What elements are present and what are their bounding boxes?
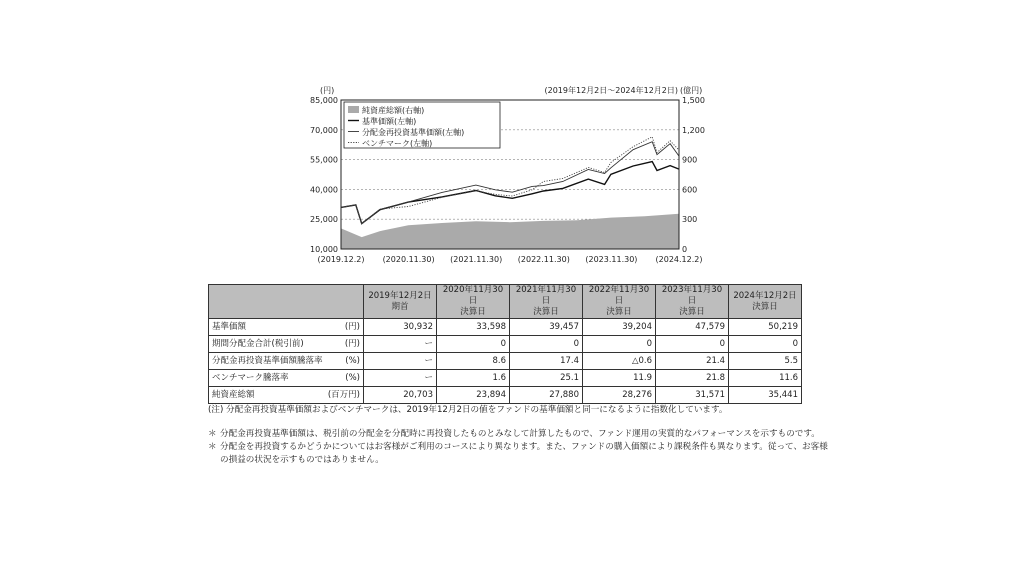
table-cell: 21.8 [656, 370, 729, 387]
index-note: (注) 分配金再投資基準価額およびベンチマークは、2019年12月2日の値をファンドの基準価額と同一になるように指数化しています。 [208, 405, 728, 415]
table-cell: △0.6 [583, 353, 656, 370]
table-header: 2019年12月2日 期首 [364, 285, 437, 319]
table-cell: 17.4 [510, 353, 583, 370]
x-tick-label: (2021.11.30) [450, 255, 503, 264]
table-cell: 28,276 [583, 387, 656, 404]
table-cell: 31,571 [656, 387, 729, 404]
table-cell: 20,703 [364, 387, 437, 404]
y-left-tick-label: 70,000 [310, 125, 338, 135]
row-label: ベンチマーク騰落率 (%) [209, 370, 364, 387]
table-row [209, 387, 802, 404]
bullet-mark: ＊ [208, 429, 217, 439]
table-cell: 11.9 [583, 370, 656, 387]
benchmark-line [341, 137, 679, 224]
y-left-unit: (円) [320, 86, 335, 95]
table-cell: 23,894 [437, 387, 510, 404]
legend-item: 純資産総額(右軸) [362, 106, 425, 115]
table-cell: 39,204 [583, 319, 656, 336]
bullet-text: 分配金を再投資するかどうかについてはお客様がご利用のコースにより異なります。また、ファンドの購入価額により課税条件も異なります。従って、お客様の損益の状況を示すものではありません。 [220, 442, 828, 465]
table-cell: 0 [510, 336, 583, 353]
row-label: 純資産総額 (百万円) [209, 387, 364, 404]
table-cell: 27,880 [510, 387, 583, 404]
chart-legend [344, 102, 500, 148]
table-cell: 33,598 [437, 319, 510, 336]
table-cell: 39,457 [510, 319, 583, 336]
note-bullet [208, 428, 828, 441]
y-right-unit: (億円) [680, 86, 703, 95]
table-row [209, 353, 802, 370]
table-cell: ー [364, 370, 437, 387]
x-tick-label: (2024.12.2) [655, 255, 703, 264]
y-right-tick-label: 1,500 [682, 96, 705, 105]
y-left-tick-label: 40,000 [310, 185, 338, 195]
y-right-tick-labels [682, 96, 705, 254]
table-header: 2023年11月30日 決算日 [656, 285, 729, 319]
table-cell: 47,579 [656, 319, 729, 336]
table-cell: 11.6 [729, 370, 802, 387]
y-right-tick-label: 1,200 [682, 125, 705, 135]
table-cell: 0 [729, 336, 802, 353]
bullet-text: 分配金再投資基準価額は、税引前の分配金を分配時に再投資したものとみなして計算したもので、ファンド運用の実質的なパフォーマンスを示すものです。 [220, 429, 820, 439]
table-cell: 25.1 [510, 370, 583, 387]
table-header: 2021年11月30日 決算日 [510, 285, 583, 319]
row-label: 基準価額 (円) [209, 319, 364, 336]
reinvested-nav-line [341, 142, 679, 224]
table-cell: 21.4 [656, 353, 729, 370]
table-header-row [209, 285, 802, 319]
legend-item: 分配金再投資基準価額(左軸) [362, 128, 465, 137]
table-cell: 0 [583, 336, 656, 353]
table-cell: 8.6 [437, 353, 510, 370]
legend-item: 基準価額(左軸) [362, 117, 417, 126]
x-tick-label: (2020.11.30) [382, 255, 435, 264]
table-cell: 35,441 [729, 387, 802, 404]
table-header: 2020年11月30日 決算日 [437, 285, 510, 319]
x-tick-label: (2023.11.30) [585, 255, 638, 264]
table-row [209, 319, 802, 336]
y-left-tick-label: 55,000 [310, 155, 338, 165]
x-tick-labels [318, 255, 703, 264]
legend-item: ベンチマーク(左軸) [362, 139, 433, 148]
table-header: 2024年12月2日 決算日 [729, 285, 802, 319]
table-header: 2022年11月30日 決算日 [583, 285, 656, 319]
y-right-tick-label: 0 [682, 245, 688, 254]
table-cell: 0 [656, 336, 729, 353]
bullet-mark: ＊ [208, 442, 217, 452]
table-header-corner [209, 285, 364, 319]
table-cell: 50,219 [729, 319, 802, 336]
period-label: (2019年12月2日～2024年12月2日) [544, 86, 678, 95]
table-cell: 30,932 [364, 319, 437, 336]
notes [208, 404, 828, 467]
y-left-tick-labels [310, 96, 338, 254]
nav-line [341, 162, 679, 224]
y-left-tick-label: 25,000 [310, 215, 338, 225]
row-label: 分配金再投資基準価額騰落率 (%) [209, 353, 364, 370]
performance-table [208, 284, 802, 404]
table-row [209, 336, 802, 353]
table-row [209, 370, 802, 387]
table-cell: ー [364, 353, 437, 370]
fund-performance-chart [0, 0, 1024, 280]
row-label: 期間分配金合計(税引前) (円) [209, 336, 364, 353]
table-cell: 5.5 [729, 353, 802, 370]
x-tick-label: (2019.12.2) [317, 255, 365, 264]
chart-lines [341, 137, 679, 224]
legend-swatch [348, 106, 359, 113]
note-bullet [208, 441, 828, 467]
y-right-tick-label: 900 [682, 155, 698, 165]
y-left-tick-label: 10,000 [310, 245, 338, 254]
x-tick-label: (2022.11.30) [517, 255, 570, 264]
y-right-tick-label: 300 [682, 215, 698, 225]
y-right-tick-label: 600 [682, 185, 698, 195]
table-cell: ー [364, 336, 437, 353]
table-cell: 0 [437, 336, 510, 353]
y-left-tick-label: 85,000 [310, 96, 338, 105]
table-cell: 1.6 [437, 370, 510, 387]
